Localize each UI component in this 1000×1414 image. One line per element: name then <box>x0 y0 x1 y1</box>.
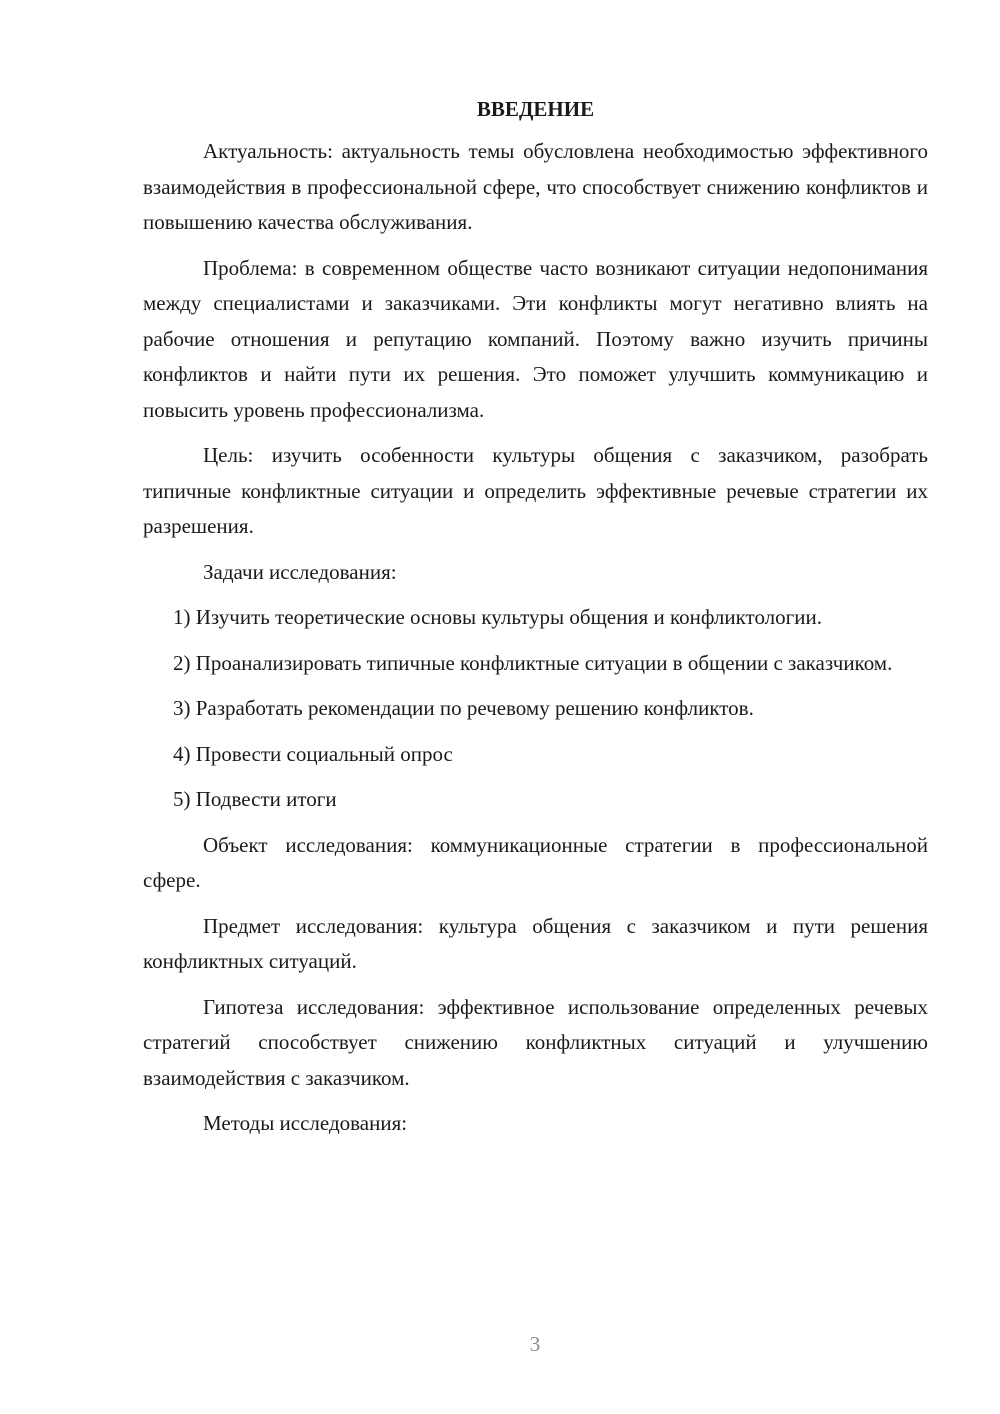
section-title: ВВЕДЕНИЕ <box>476 97 595 121</box>
methods-heading: Методы исследования: <box>203 1111 408 1135</box>
page-number: 3 <box>529 1332 541 1356</box>
document-page <box>143 92 928 1152</box>
task-item-4: 4) Провести социальный опрос <box>173 741 453 766</box>
paragraph-relevance: Актуальность: актуальность темы обусловлена необходимостью эффективного взаимодействия в профессиональной сфере, что способствует снижению конфликтов и повышению качества обслуживания. <box>143 139 928 234</box>
paragraph-subject: Предмет исследования: культура общения с заказчиком и пути решения конфликтных ситуаций. <box>143 913 928 973</box>
tasks-heading: Задачи исследования: <box>203 559 397 584</box>
paragraph-hypothesis: Гипотеза исследования: эффективное использование определенных речевых стратегий способствует снижению конфликтных ситуаций и улучшению взаимодействия с заказчиком. <box>143 994 928 1090</box>
paragraph-object: Объект исследования: коммуникационные стратегии в профессиональной сфере. <box>143 832 928 892</box>
task-item-5: 5) Подвести итоги <box>173 787 337 811</box>
task-item-2: 2) Проанализировать типичные конфликтные ситуации в общении с заказчиком. <box>173 650 893 675</box>
paragraph-goal: Цель: изучить особенности культуры общения с заказчиком, разобрать типичные конфликтные ситуации и определить эффективные речевые стратегии их разрешения. <box>143 443 928 538</box>
task-item-3: 3) Разработать рекомендации по речевому решению конфликтов. <box>173 696 754 720</box>
task-item-1: 1) Изучить теоретические основы культуры общения и конфликтологии. <box>173 605 822 629</box>
paragraph-problem: Проблема: в современном обществе часто возникают ситуации недопонимания между специалистами и заказчиками. Эти конфликты могут негативно влиять на рабочие отношения и репутацию компаний. Поэтому важно изучить причины конфликтов и найти пути их решения. Это поможет улучшить коммуникацию и повысить уровень профессионализма. <box>143 255 928 422</box>
